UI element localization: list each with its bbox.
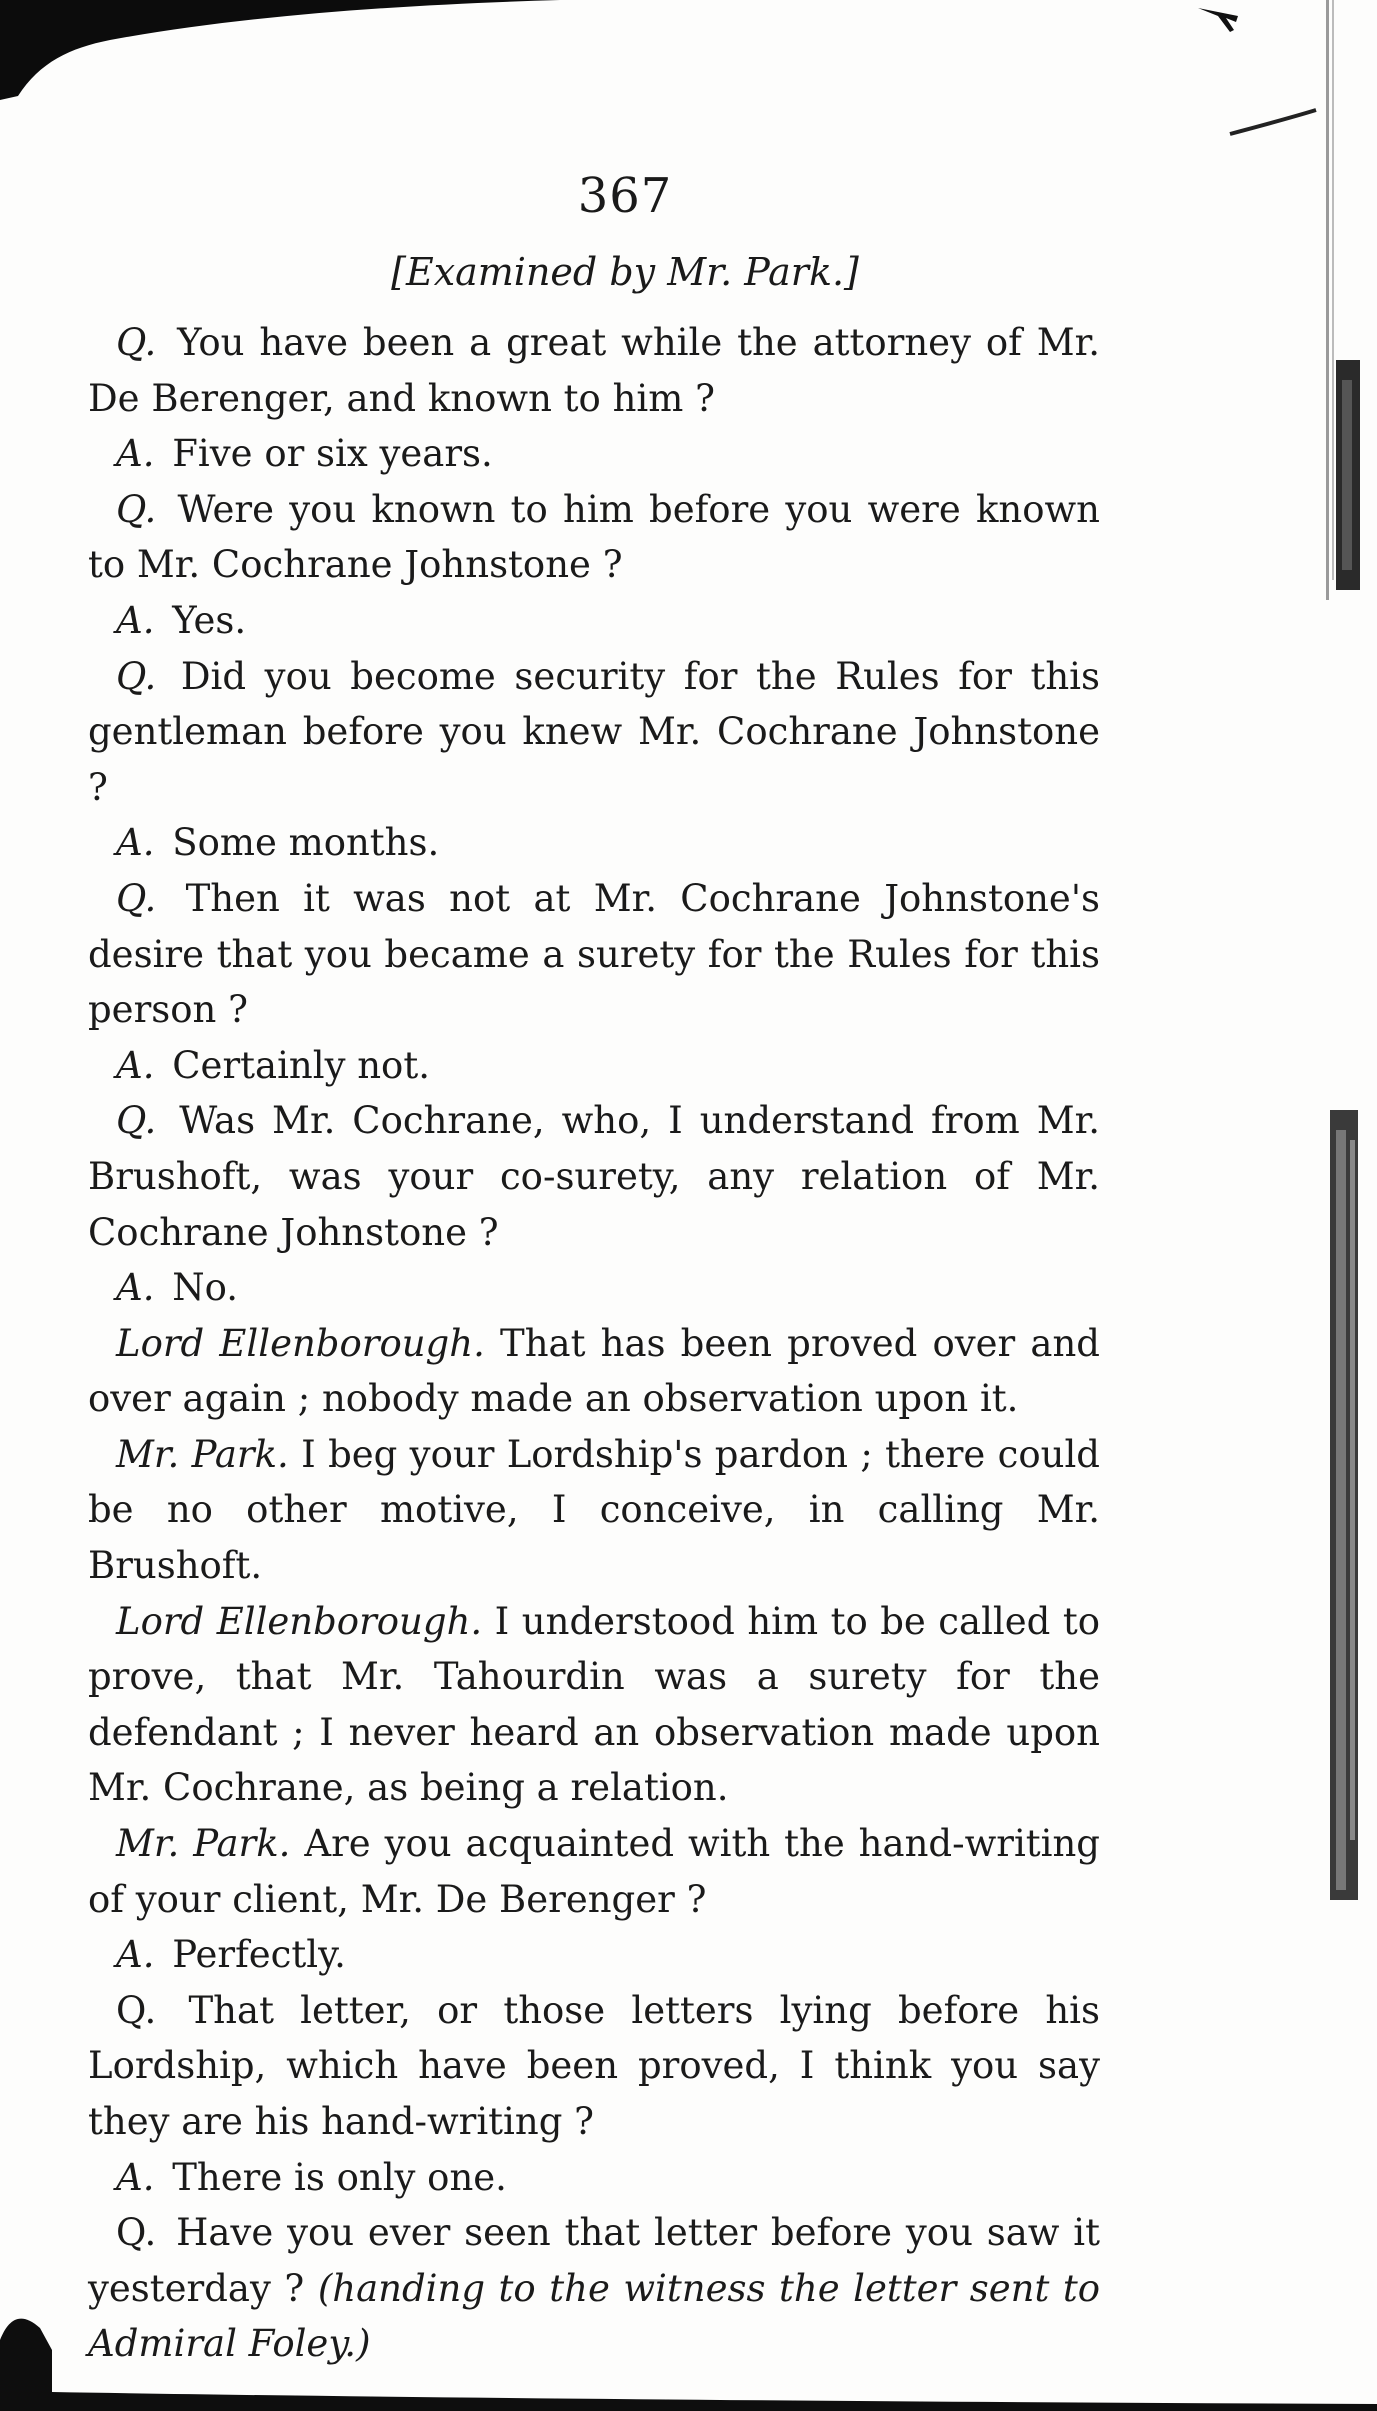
scan-shadow-top-left	[0, 0, 560, 100]
paragraph-text: You have been a great while the attorney of Mr. De Berenger, and known to him ?	[88, 321, 1100, 420]
paragraph	[88, 1093, 1100, 1260]
paragraph-text: Did you become security for the Rules for this gentleman before you knew Mr. Cochrane Johnstone ?	[88, 654, 1101, 809]
paragraph	[88, 1816, 1100, 1927]
paragraph	[88, 1260, 1100, 1316]
paragraph-text: Yes.	[172, 598, 247, 642]
paragraph-text: I beg your Lordship's pardon ; there could be no other motive, I conceive, in calling Mr. Brushoft.	[88, 1432, 1100, 1588]
paragraph-text: Are you acquainted with the hand-writing of your client, Mr. De Berenger ?	[88, 1822, 1100, 1921]
paragraph-text: That letter, or those letters lying before his Lordship, which have been proved, I think you say they are his hand-writing ?	[88, 1988, 1100, 2143]
paragraph-text: There is only one.	[172, 2155, 507, 2199]
question-label: Q.	[116, 876, 157, 920]
paragraph	[88, 426, 1100, 482]
paragraph-text: Were you known to him before you were known to Mr. Cochrane Johnstone ?	[88, 487, 1100, 587]
question-label: Q.	[116, 654, 157, 698]
paragraph-text: No.	[172, 1266, 239, 1310]
paragraph	[88, 593, 1100, 649]
answer-label: A.	[116, 821, 155, 865]
paragraph	[88, 815, 1100, 871]
examination-heading: [Examined by Mr. Park.]	[391, 250, 859, 294]
question-label: Q.	[116, 1099, 157, 1143]
speaker-name: Lord Ellenborough.	[116, 1321, 485, 1365]
paragraph	[88, 2205, 1100, 2372]
answer-label: A.	[116, 598, 155, 642]
paragraph	[88, 1927, 1100, 1983]
paragraph-text: Perfectly.	[172, 1933, 346, 1977]
paragraph	[88, 315, 1100, 426]
question-label: Q.	[116, 2211, 157, 2255]
paragraph	[88, 2150, 1100, 2206]
scan-page-edge-right	[1320, 0, 1377, 2411]
paragraph-text: Five or six years.	[172, 432, 493, 476]
page-number: 367	[577, 168, 673, 224]
paragraph	[88, 871, 1100, 1038]
speaker-name: Lord Ellenborough.	[116, 1599, 483, 1643]
answer-label: A.	[116, 2155, 155, 2199]
paragraph	[88, 482, 1100, 593]
paragraph	[88, 1038, 1100, 1094]
paragraph-text: Was Mr. Cochrane, who, I understand from Mr. Brushoft, was your co-surety, any relation of Mr. Cochrane Johnstone ?	[88, 1099, 1100, 1254]
scan-mark-top-right	[1190, 0, 1320, 150]
answer-label: A.	[116, 1043, 155, 1087]
paragraph-text: That has been proved over and over again ; nobody made an observation upon it.	[88, 1321, 1100, 1421]
paragraph-text: I understood him to be called to prove, that Mr. Tahourdin was a surety for the defendant ; I never heard an observation made upon Mr. Cochrane, as being a relation.	[88, 1599, 1100, 1810]
paragraph-text: Have you ever seen that letter before you saw it yesterday ?	[88, 2211, 1101, 2310]
speaker-name: Mr. Park.	[116, 1822, 291, 1866]
question-label: Q.	[116, 487, 157, 531]
stage-direction: (handing to the witness the letter sent to Admiral Foley.)	[88, 2266, 1101, 2366]
testimony-text	[88, 315, 1100, 2372]
answer-label: A.	[116, 1933, 155, 1977]
question-label: Q.	[116, 1988, 157, 2032]
answer-label: A.	[116, 432, 155, 476]
paragraph	[88, 1316, 1100, 1427]
paragraph	[88, 1427, 1100, 1594]
paragraph	[88, 649, 1100, 816]
paragraph-text: Then it was not at Mr. Cochrane Johnstone's desire that you became a surety for the Rules for this person ?	[88, 876, 1100, 1032]
paragraph-text: Certainly not.	[172, 1043, 430, 1087]
paragraph	[88, 1594, 1100, 1816]
speaker-name: Mr. Park.	[116, 1432, 289, 1476]
paragraph-text: Some months.	[172, 821, 440, 865]
paragraph	[88, 1983, 1100, 2150]
answer-label: A.	[116, 1266, 155, 1310]
question-label: Q.	[116, 321, 157, 364]
